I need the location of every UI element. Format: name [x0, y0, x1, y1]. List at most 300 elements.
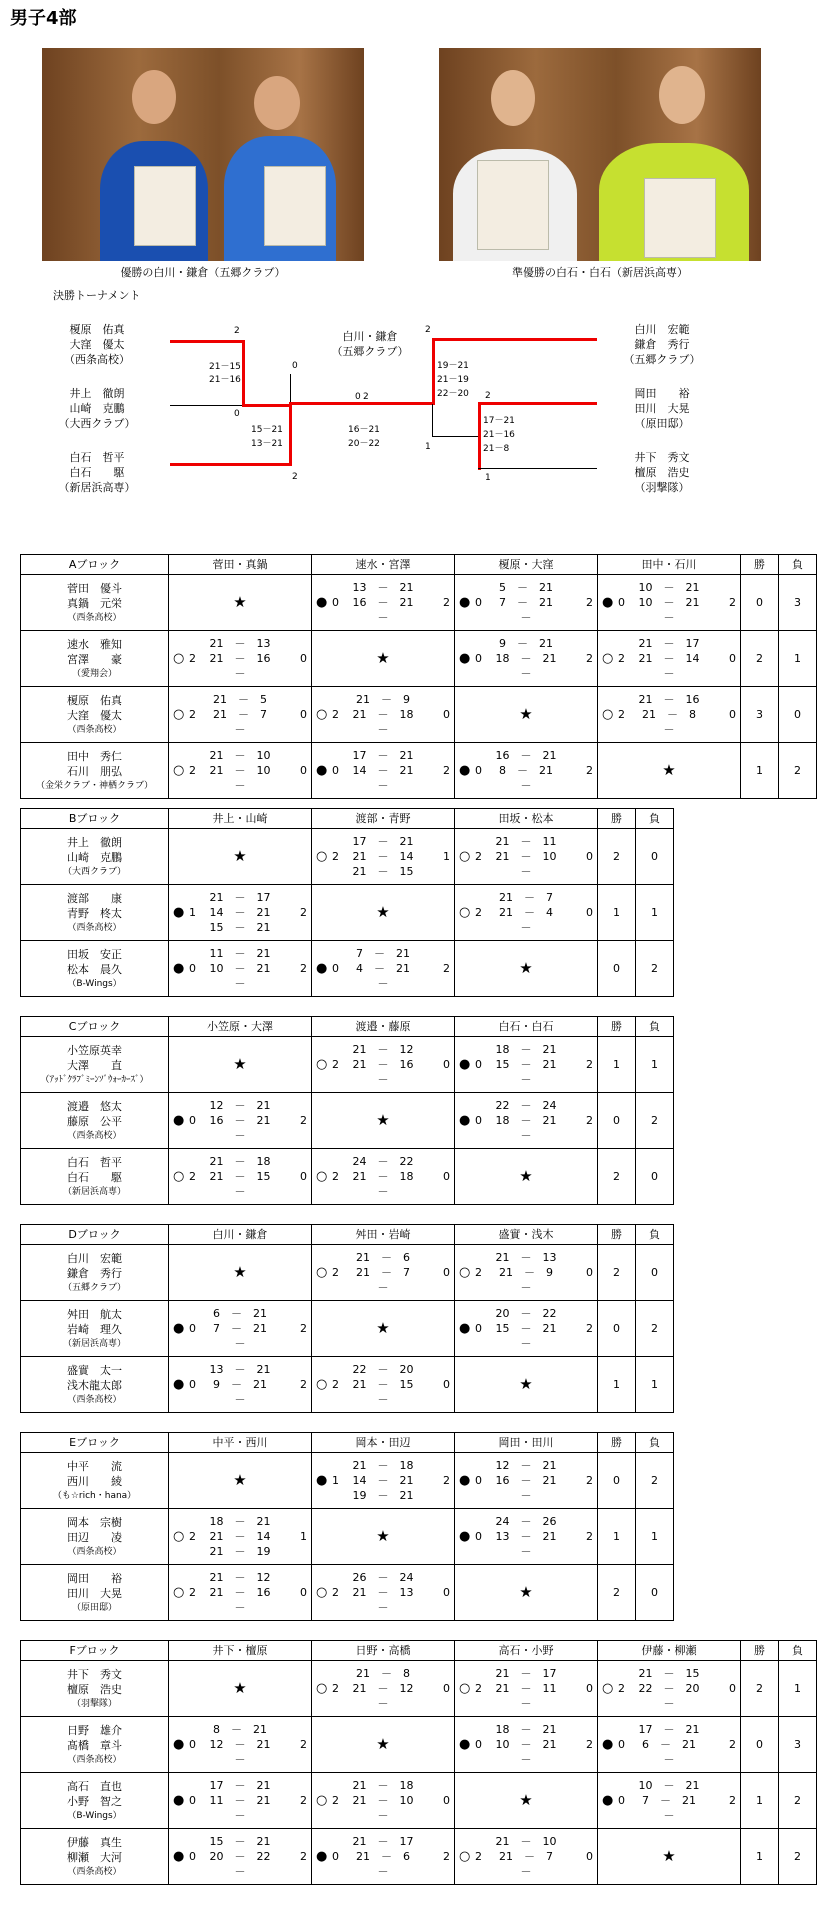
games-lost: 2 [586, 595, 593, 609]
column-header: 白石・白石 [455, 1017, 598, 1037]
games-lost: 0 [300, 1585, 307, 1599]
game-score: 14 － 21 [352, 1474, 414, 1487]
games-lost: 2 [729, 1793, 736, 1807]
team-name: （羽撃隊） [71, 1698, 117, 1709]
win-count: 2 [598, 1245, 636, 1301]
win-header: 勝 [598, 1433, 636, 1453]
loss-mark-icon: ● [173, 1848, 185, 1864]
games-lost: 0 [443, 707, 450, 721]
column-header: 岡田・田川 [455, 1433, 598, 1453]
bracket-entry: 白石 哲平 白石 駆 （新居浜高専） [58, 451, 136, 494]
result-cell [169, 1149, 312, 1205]
player-name: 松本 晨久 [67, 962, 122, 976]
result-cell [312, 1565, 455, 1621]
player-cell [21, 1037, 169, 1093]
games-won: 2 [332, 1793, 339, 1807]
game-score: 21 － 17 [495, 1667, 557, 1680]
game-score: － [377, 1809, 389, 1822]
win-count: 0 [598, 1093, 636, 1149]
game-score: 22 － 24 [495, 1099, 557, 1112]
bracket-score: 1 [425, 442, 431, 452]
result-cell [312, 687, 455, 743]
loss-mark-icon: ● [173, 1376, 185, 1392]
player-name: 西川 綾 [67, 1474, 122, 1488]
game-score: 21 － 9 [499, 1266, 553, 1279]
games-lost: 2 [586, 763, 593, 777]
win-mark-icon: ○ [459, 904, 471, 920]
column-header: 岡本・田辺 [312, 1433, 455, 1453]
games-won: 2 [189, 651, 196, 665]
game-score: 21 － 12 [352, 1043, 414, 1056]
star-icon: ★ [376, 1110, 390, 1129]
game-score: － [377, 977, 389, 990]
game-score: － [234, 779, 246, 792]
lose-header: 負 [779, 1641, 817, 1661]
game-score: 21 － 18 [352, 1779, 414, 1792]
loss-count: 0 [636, 829, 674, 885]
block-table [20, 808, 674, 997]
games-won: 2 [475, 1265, 482, 1279]
loss-mark-icon: ● [459, 650, 471, 666]
win-count: 3 [741, 687, 779, 743]
game-score: 9 － 21 [213, 1378, 267, 1391]
loss-mark-icon: ● [602, 1736, 614, 1752]
games-won: 2 [189, 1529, 196, 1543]
win-count: 2 [741, 631, 779, 687]
table-row [21, 1453, 674, 1509]
games-lost: 0 [443, 1377, 450, 1391]
team-name: （西条高校） [67, 612, 122, 623]
game-score: 21 － 7 [356, 1266, 410, 1279]
lose-header: 負 [636, 1225, 674, 1245]
game-score: － [377, 1393, 389, 1406]
block-name: Dブロック [21, 1225, 169, 1245]
bracket-entry: 白川 宏範 鎌倉 秀行 （五郷クラブ） [623, 323, 701, 366]
player-cell [21, 1093, 169, 1149]
games-won: 2 [189, 1169, 196, 1183]
result-cell [455, 1037, 598, 1093]
games-lost: 2 [586, 1473, 593, 1487]
loss-count: 1 [636, 1509, 674, 1565]
game-score: － [377, 1281, 389, 1294]
player-name: 大澤 直 [67, 1058, 122, 1072]
game-score: 15 － 21 [209, 921, 271, 934]
column-header: 盛實・浅木 [455, 1225, 598, 1245]
bracket-champion: 白川・鎌倉 （五郷クラブ） [331, 330, 409, 358]
game-score: 21 － 11 [495, 835, 557, 848]
games-lost: 0 [586, 1849, 593, 1863]
self-cell [169, 1453, 312, 1509]
game-score: 18 － 21 [495, 1043, 557, 1056]
result-cell [598, 1717, 741, 1773]
game-score: 18 － 21 [209, 1515, 271, 1528]
games-won: 2 [332, 1377, 339, 1391]
game-score: － [234, 1809, 246, 1822]
win-header: 勝 [741, 555, 779, 575]
bracket-entry: 井上 徹朗 山崎 克鵬 （大西クラブ） [58, 387, 136, 430]
win-count: 1 [598, 885, 636, 941]
player-name: 岩崎 理久 [67, 1322, 122, 1336]
self-cell [169, 575, 312, 631]
games-won: 0 [189, 961, 196, 975]
loss-mark-icon: ● [459, 1472, 471, 1488]
game-score: 16 － 21 [495, 749, 557, 762]
result-cell [312, 941, 455, 997]
result-cell [455, 1301, 598, 1357]
game-score: 21 － 7 [499, 891, 553, 904]
game-score: 15 － 21 [495, 1058, 557, 1071]
result-cell [312, 575, 455, 631]
result-cell [312, 1453, 455, 1509]
bracket-line [478, 402, 481, 470]
game-score: 10 － 21 [495, 1738, 557, 1751]
block-table [20, 1432, 674, 1621]
block-name: Cブロック [21, 1017, 169, 1037]
game-score: 7 － 21 [642, 1794, 696, 1807]
team-name: （五郷クラブ） [62, 1282, 127, 1293]
win-count: 2 [598, 1149, 636, 1205]
star-icon: ★ [376, 1734, 390, 1753]
bracket-score: 2 [234, 326, 240, 336]
lose-header: 負 [636, 809, 674, 829]
game-score: 21 － 9 [356, 693, 410, 706]
game-score: 8 － 21 [213, 1723, 267, 1736]
game-score: 9 － 21 [499, 637, 553, 650]
self-cell [312, 1509, 455, 1565]
games-won: 2 [475, 849, 482, 863]
game-score: 21 － 15 [352, 865, 414, 878]
table-row [21, 1717, 817, 1773]
player-name: 小笠原英幸 [67, 1043, 122, 1057]
team-name: （西条高校） [67, 724, 122, 735]
team-name: （ｱｯﾄﾞｸﾗﾌﾞﾐｰﾝｿﾞｳｫｰｶｰｽﾞ） [40, 1074, 149, 1085]
table-row [21, 1357, 674, 1413]
game-score: 21 － 14 [352, 850, 414, 863]
win-mark-icon: ○ [316, 1792, 328, 1808]
bracket-line [170, 463, 292, 466]
win-count: 1 [598, 1509, 636, 1565]
block-name: Fブロック [21, 1641, 169, 1661]
game-score: － [234, 723, 246, 736]
player-cell [21, 829, 169, 885]
game-score: 16 － 21 [495, 1474, 557, 1487]
team-name: （西条高校） [67, 1546, 122, 1557]
team-name: （大西クラブ） [62, 866, 127, 877]
bracket-line [432, 338, 435, 404]
games-won: 0 [332, 1849, 339, 1863]
games-lost: 2 [586, 1057, 593, 1071]
games-lost: 2 [586, 1321, 593, 1335]
loss-count: 2 [636, 1453, 674, 1509]
self-cell [312, 1717, 455, 1773]
game-score: 21 － 7 [213, 708, 267, 721]
column-header: 舛田・岩崎 [312, 1225, 455, 1245]
player-cell [21, 941, 169, 997]
game-score: 21 － 10 [495, 850, 557, 863]
win-mark-icon: ○ [173, 1528, 185, 1544]
game-score: 17 － 21 [352, 835, 414, 848]
player-name: 檀原 浩史 [67, 1682, 122, 1696]
games-won: 0 [475, 651, 482, 665]
game-score: 21 － 10 [495, 1835, 557, 1848]
win-mark-icon: ○ [316, 1168, 328, 1184]
game-score: 21 － 15 [638, 1667, 700, 1680]
table-row [21, 1149, 674, 1205]
table-row [21, 829, 674, 885]
loss-mark-icon: ● [459, 594, 471, 610]
game-score: 7 － 21 [213, 1322, 267, 1335]
loss-mark-icon: ● [459, 1528, 471, 1544]
loss-count: 2 [636, 941, 674, 997]
player-name: 盛實 太一 [67, 1363, 122, 1377]
loss-mark-icon: ● [459, 762, 471, 778]
games-lost: 2 [300, 1113, 307, 1127]
player-name: 藤原 公平 [67, 1114, 122, 1128]
result-cell [455, 1509, 598, 1565]
game-score: － [520, 1129, 532, 1142]
table-row [21, 941, 674, 997]
bracket-score: 0 [355, 392, 361, 402]
game-score: 21 － 6 [356, 1850, 410, 1863]
game-score: 7 － 21 [499, 596, 553, 609]
game-score: － [234, 1129, 246, 1142]
loss-mark-icon: ● [316, 1472, 328, 1488]
self-cell [312, 631, 455, 687]
result-cell [455, 631, 598, 687]
team-name: （西条高校） [67, 1754, 122, 1765]
win-mark-icon: ○ [459, 1848, 471, 1864]
bracket-score: 19－21 [437, 361, 469, 371]
self-cell [455, 1357, 598, 1413]
column-header: 高石・小野 [455, 1641, 598, 1661]
player-name: 青野 柊太 [67, 906, 122, 920]
game-score: － [377, 1865, 389, 1878]
game-score: 21 － 14 [209, 1530, 271, 1543]
games-lost: 0 [443, 1793, 450, 1807]
loss-mark-icon: ● [602, 1792, 614, 1808]
games-lost: 2 [300, 905, 307, 919]
player-name: 岡田 裕 [67, 1571, 122, 1585]
games-won: 2 [332, 1585, 339, 1599]
player-cell [21, 1509, 169, 1565]
column-header: 井下・檀原 [169, 1641, 312, 1661]
game-score: 21 － 18 [352, 1459, 414, 1472]
block-table [20, 1640, 817, 1885]
games-won: 2 [332, 1265, 339, 1279]
games-won: 2 [332, 849, 339, 863]
bracket-score: 21－8 [483, 444, 510, 454]
result-cell [169, 1357, 312, 1413]
game-score: － [520, 1489, 532, 1502]
games-won: 0 [475, 595, 482, 609]
table-row [21, 1509, 674, 1565]
result-cell [169, 1301, 312, 1357]
game-score: － [520, 1697, 532, 1710]
player-cell [21, 885, 169, 941]
team-name: （原田邸） [71, 1602, 117, 1613]
game-score: － [663, 723, 675, 736]
game-score: － [377, 1601, 389, 1614]
loss-count: 1 [779, 631, 817, 687]
player-name: 渡部 康 [67, 891, 122, 905]
games-lost: 2 [300, 1793, 307, 1807]
loss-mark-icon: ● [459, 1112, 471, 1128]
table-row [21, 743, 817, 799]
game-score: 5 － 21 [499, 581, 553, 594]
games-lost: 2 [300, 961, 307, 975]
games-lost: 0 [729, 707, 736, 721]
game-score: 21 － 18 [209, 1155, 271, 1168]
game-score: 11 － 21 [209, 947, 271, 960]
game-score: － [234, 1337, 246, 1350]
games-won: 0 [475, 1737, 482, 1751]
block-table [20, 554, 817, 799]
game-score: － [520, 921, 532, 934]
games-won: 0 [189, 1113, 196, 1127]
loss-mark-icon: ● [459, 1320, 471, 1336]
game-score: 13 － 21 [209, 1363, 271, 1376]
player-name: 石川 朋弘 [67, 764, 122, 778]
game-score: 21 － 10 [209, 764, 271, 777]
games-lost: 2 [443, 961, 450, 975]
win-count: 0 [741, 575, 779, 631]
game-score: 21 － 14 [638, 652, 700, 665]
table-row [21, 885, 674, 941]
star-icon: ★ [233, 846, 247, 865]
game-score: － [520, 779, 532, 792]
star-icon: ★ [519, 958, 533, 977]
games-won: 0 [475, 1473, 482, 1487]
bracket-score: 22－20 [437, 389, 469, 399]
result-cell [598, 575, 741, 631]
game-score: － [377, 611, 389, 624]
player-name: 速水 雅知 [67, 637, 122, 651]
game-score: 10 － 21 [638, 596, 700, 609]
player-cell [21, 1773, 169, 1829]
game-score: 21 － 16 [209, 652, 271, 665]
player-name: 真鍋 元栄 [67, 596, 122, 610]
result-cell [169, 1717, 312, 1773]
lose-header: 負 [779, 555, 817, 575]
win-mark-icon: ○ [602, 1680, 614, 1696]
player-name: 髙橋 章斗 [67, 1738, 122, 1752]
game-score: － [520, 1073, 532, 1086]
result-cell [312, 1357, 455, 1413]
player-cell [21, 575, 169, 631]
games-won: 0 [189, 1737, 196, 1751]
result-cell [312, 743, 455, 799]
column-header: 中平・西川 [169, 1433, 312, 1453]
loss-count: 3 [779, 1717, 817, 1773]
player-cell [21, 1565, 169, 1621]
star-icon: ★ [519, 1374, 533, 1393]
block-table [20, 1224, 674, 1413]
game-score: 21 － 18 [352, 708, 414, 721]
game-score: 6 － 21 [213, 1307, 267, 1320]
games-lost: 0 [443, 1169, 450, 1183]
column-header: 井上・山崎 [169, 809, 312, 829]
bracket-entry: 榎原 佑真 大窪 優太 （西条高校） [64, 323, 130, 366]
star-icon: ★ [376, 1526, 390, 1545]
bracket-score: 1 [485, 473, 491, 483]
result-cell [169, 631, 312, 687]
win-count: 1 [598, 1357, 636, 1413]
game-score: 18 － 21 [495, 1114, 557, 1127]
game-score: 22 － 20 [638, 1682, 700, 1695]
lose-header: 負 [636, 1017, 674, 1037]
result-cell [312, 1829, 455, 1885]
player-cell [21, 1717, 169, 1773]
bracket-score: 21－16 [483, 430, 515, 440]
loss-count: 2 [779, 743, 817, 799]
loss-mark-icon: ● [173, 1792, 185, 1808]
games-lost: 2 [443, 1849, 450, 1863]
player-cell [21, 631, 169, 687]
player-name: 田中 秀仁 [67, 749, 122, 763]
games-lost: 0 [443, 1265, 450, 1279]
self-cell [169, 1245, 312, 1301]
bracket-score: 21－19 [437, 375, 469, 385]
win-mark-icon: ○ [173, 1584, 185, 1600]
game-score: 20 － 22 [495, 1307, 557, 1320]
result-cell [598, 631, 741, 687]
player-name: 白川 宏範 [67, 1251, 122, 1265]
result-cell [169, 1829, 312, 1885]
bracket-line [170, 405, 243, 406]
star-icon: ★ [662, 1846, 676, 1865]
loss-count: 2 [636, 1093, 674, 1149]
result-cell [455, 575, 598, 631]
games-lost: 0 [729, 1681, 736, 1695]
result-cell [169, 1093, 312, 1149]
player-name: 日野 雄介 [67, 1723, 122, 1737]
player-name: 宮澤 豪 [67, 652, 122, 666]
player-name: 小野 智之 [67, 1794, 122, 1808]
game-score: 12 － 21 [209, 1099, 271, 1112]
result-cell [169, 743, 312, 799]
win-count: 2 [598, 1565, 636, 1621]
self-cell [169, 829, 312, 885]
loss-mark-icon: ● [173, 1320, 185, 1336]
bracket-entry: 井下 秀文 檀原 浩史 （羽撃隊） [634, 451, 690, 494]
result-cell [169, 1565, 312, 1621]
runnerup-caption: 準優勝の白石・白石（新居浜高専） [512, 266, 688, 279]
games-won: 0 [189, 1321, 196, 1335]
loss-mark-icon: ● [459, 1736, 471, 1752]
game-score: 21 － 5 [213, 693, 267, 706]
bracket-line [432, 404, 433, 437]
win-count: 0 [598, 1301, 636, 1357]
game-score: 20 － 22 [209, 1850, 271, 1863]
game-score: 21 － 15 [209, 1170, 271, 1183]
games-won: 0 [618, 1737, 625, 1751]
games-won: 2 [332, 1681, 339, 1695]
self-cell [598, 743, 741, 799]
game-score: 24 － 22 [352, 1155, 414, 1168]
game-score: － [520, 1337, 532, 1350]
block-name: Bブロック [21, 809, 169, 829]
team-name: （も☆rich・hana） [52, 1490, 137, 1501]
game-score: 21 － 13 [209, 637, 271, 650]
win-header: 勝 [741, 1641, 779, 1661]
result-cell [312, 1661, 455, 1717]
star-icon: ★ [519, 1166, 533, 1185]
game-score: 19 － 21 [352, 1489, 414, 1502]
games-lost: 0 [443, 1585, 450, 1599]
win-mark-icon: ○ [316, 1376, 328, 1392]
self-cell [455, 1149, 598, 1205]
runnerup-photo [439, 48, 761, 261]
